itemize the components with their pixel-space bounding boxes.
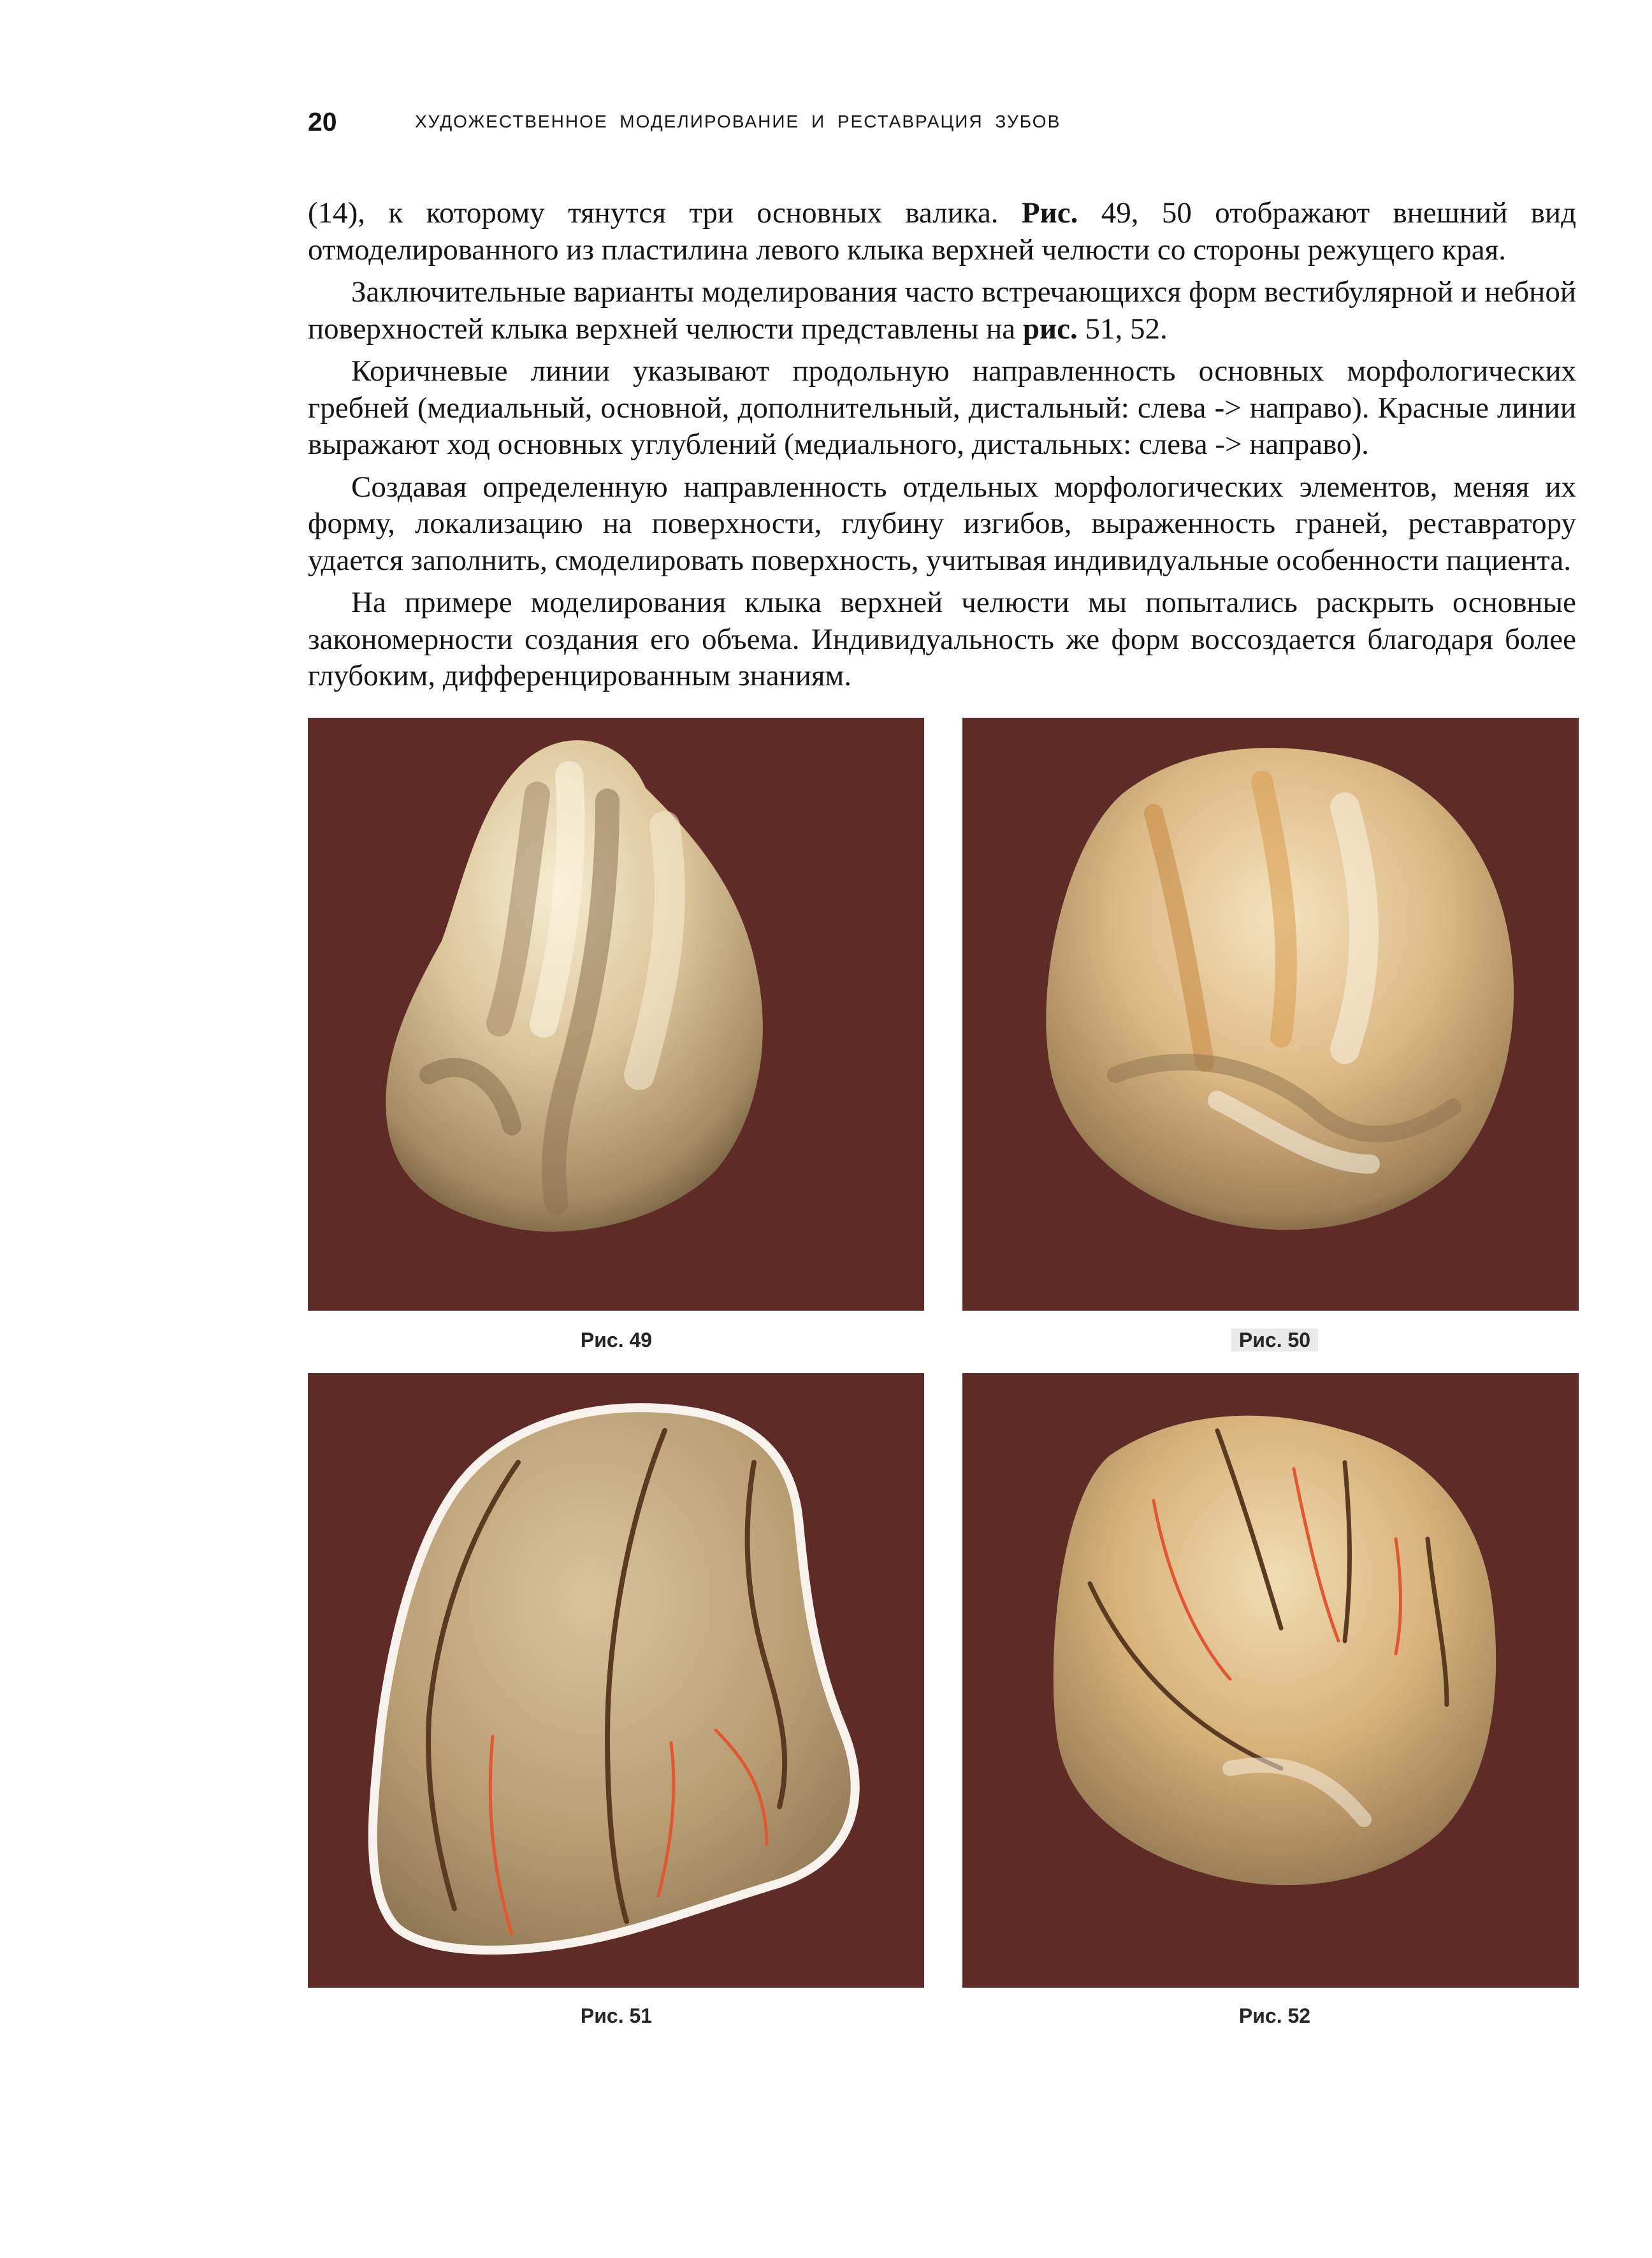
paragraph-1 (308, 195, 1576, 268)
figure-51-image (308, 1373, 924, 1988)
figure-reference-bold: рис. (1022, 312, 1078, 346)
page-header (308, 106, 1583, 144)
figure-50-caption (1179, 1327, 1370, 1353)
paragraph-4: Создавая определенную направленность отдельных морфологических элементов, меняя их форму, локализацию на поверхности, глубину изгибов, выраженность граней, реставратору удается заполнить, смоделировать поверхность, учитывая индивидуальные особенности пациента. (308, 470, 1576, 577)
paragraph-1-text-b: 49, 50 отображают внешний вид отмоделированного из пластилина левого клыка верхней челюсти со стороны режущего края. (308, 196, 1576, 266)
figure-52-tooth-drawing (962, 1373, 1579, 1988)
paragraph-5: На примере моделирования клыка верхней челюсти мы попытались раскрыть основные закономерности создания его объема. Индивидуальность же форм воссоздается благодаря более глубоким, дифференцированным знаниям. (308, 586, 1576, 692)
paragraph-3: Коричневые линии указывают продольную направленность основных морфологических гребней (медиальный, основной, дополнительный, дистальный: слева -> направо). Красные линии выражают ход основных углублений (медиального, дистальных: слева -> направо). (308, 354, 1576, 461)
figure-49-image (308, 718, 924, 1311)
paragraph-1-text-a: (14), к которому тянутся три основных валика. (308, 196, 1022, 229)
figure-50-tooth-photo (962, 718, 1579, 1311)
figure-49-caption: Рис. 49 (580, 1329, 653, 1351)
figure-51-caption: Рис. 51 (580, 2004, 653, 2027)
figure-50-image (962, 718, 1579, 1311)
body-text (308, 195, 1576, 695)
running-title: ХУДОЖЕСТВЕННОЕ МОДЕЛИРОВАНИЕ И РЕСТАВРАЦИЯ ЗУБОВ (415, 112, 1061, 131)
paragraph-2-text-a: Заключительные варианты моделирования часто встречающихся форм вестибулярной и небной поверхностей клыка верхней челюсти представлены на (308, 275, 1576, 346)
paragraph-2-text-b: 51, 52. (1077, 312, 1168, 346)
figure-51-tooth-drawing (308, 1373, 924, 1988)
figure-52-caption: Рис. 52 (1238, 2004, 1311, 2027)
figure-reference-bold: Рис. (1021, 196, 1078, 229)
page-number: 20 (308, 107, 337, 136)
figure-49-tooth-photo (308, 718, 924, 1311)
paragraph-2 (308, 274, 1576, 347)
figure-50-caption-text: Рис. 50 (1231, 1329, 1318, 1351)
figure-52-image (962, 1373, 1579, 1988)
